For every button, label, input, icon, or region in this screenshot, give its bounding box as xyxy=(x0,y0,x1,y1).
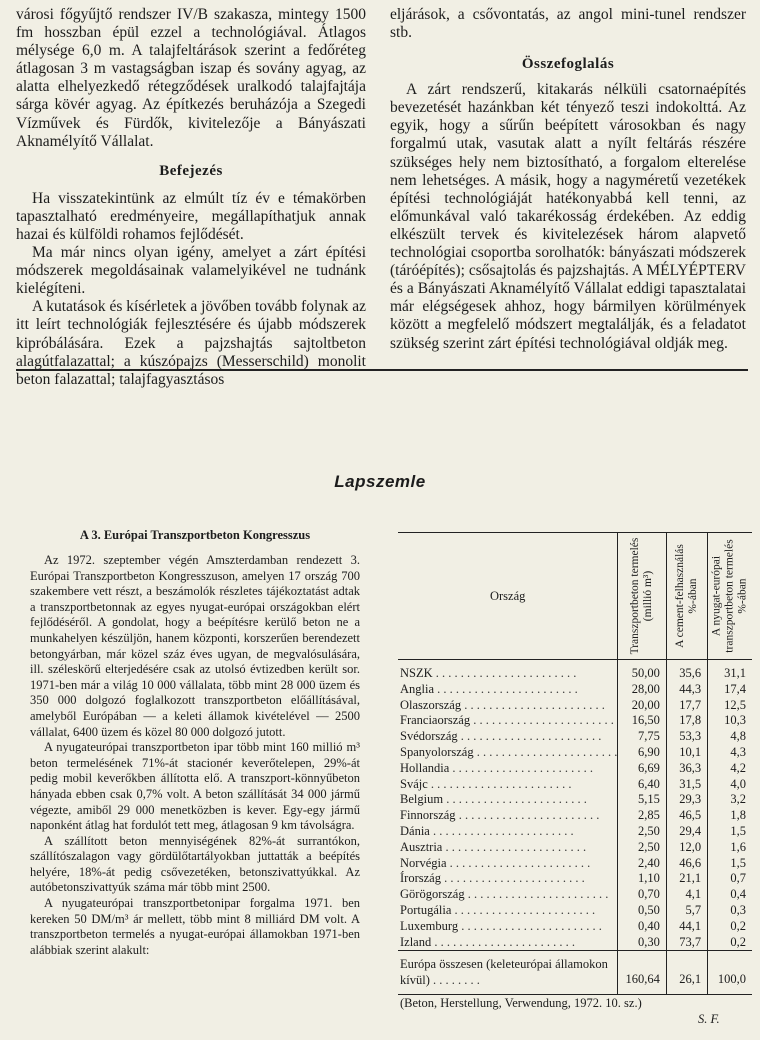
production-table xyxy=(398,532,752,995)
section-title: Lapszemle xyxy=(334,472,426,491)
header-west-share-label: A nyugat-európai transzportbeton termelés %-ában xyxy=(710,539,749,653)
table-cell-country xyxy=(398,856,618,872)
table-cell-production: 50,00 xyxy=(618,660,667,682)
table-cell-production: 20,00 xyxy=(618,698,667,714)
table-row xyxy=(398,729,752,745)
table-cell-production: 0,70 xyxy=(618,887,667,903)
table-row xyxy=(398,903,752,919)
table-cell-cement: 4,1 xyxy=(666,887,707,903)
table-cell-country xyxy=(398,871,618,887)
leader-dots: . . . . . . . . . . . . . . . . . . . . . . . xyxy=(443,792,587,807)
table-cell-cement: 31,5 xyxy=(666,777,707,793)
review-article xyxy=(30,528,360,958)
leader-dots: . . . . . . . . . . . . . . . . . . . . . . . xyxy=(429,823,574,838)
table-cell-west: 1,8 xyxy=(708,808,752,824)
conclusion-paragraph: Ma már nincs olyan igény, amelyet a zárt építési módszerek megoldásainak valamelyikével ne tudnánk kielégíteni. xyxy=(16,244,366,298)
country-name: NSZK xyxy=(400,666,433,680)
article-title: A 3. Európai Transzportbeton Kongresszus xyxy=(79,528,311,542)
table-cell-country xyxy=(398,777,618,793)
table-cell-west: 0,2 xyxy=(708,919,752,935)
country-name: Svájc xyxy=(400,776,428,791)
table-cell-production: 6,40 xyxy=(618,777,667,793)
table-cell-country xyxy=(398,887,618,903)
table-cell-west: 1,5 xyxy=(708,824,752,840)
country-name: Franciaország xyxy=(400,713,471,728)
leader-dots: . . . . . . . . . . . . . . . . . . . . . . . xyxy=(451,902,596,917)
table-cell-country xyxy=(398,824,618,840)
right-column-top xyxy=(390,6,746,353)
table-cell-west: 1,6 xyxy=(708,840,752,856)
table-cell-country xyxy=(398,713,618,729)
left-continuation-paragraph: városi főgyűjtő rendszer IV/B szakasza, mintegy 1500 fm hosszban épül ezzel a technológiával. Átlagos mélysége 6,0 m. A talajfeltárások szerint a fedőréteg átlagosan 3 m vastagságban iszap és sovány agyag, az alatta elhelyezkedő rétegződések uralkodó talajfajtája sárga kövér agyag. Az építkezés beruházója a Szegedi Vízművek és Fürdők, kivitelezője a Bányászati Aknamélyítő Vállalat. xyxy=(16,6,366,150)
table-cell-cement: 35,6 xyxy=(666,660,707,682)
table-cell-production: 7,75 xyxy=(618,729,667,745)
table-cell-country xyxy=(398,808,618,824)
header-production xyxy=(618,533,667,660)
table-cell-country xyxy=(398,919,618,935)
table-cell-west: 12,5 xyxy=(708,698,752,714)
table-row xyxy=(398,682,752,698)
table-cell-cement: 10,1 xyxy=(666,745,707,761)
table-cell-cement: 53,3 xyxy=(666,729,707,745)
table-row xyxy=(398,745,752,761)
header-country: Ország xyxy=(398,533,618,660)
table-cell-west: 10,3 xyxy=(708,713,752,729)
table-cell-production: 6,69 xyxy=(618,761,667,777)
table-cell-production: 6,90 xyxy=(618,745,667,761)
total-cement: 26,1 xyxy=(666,951,707,995)
leader-dots: . . . . . . . . . . . . . . . . . . . . . . . xyxy=(455,808,600,823)
table-cell-west: 4,3 xyxy=(708,745,752,761)
author-signature: S. F. xyxy=(698,1012,720,1026)
leader-dots: . . . . . . . . . . . . . . . . . . . . . . . xyxy=(431,934,575,949)
table-row xyxy=(398,840,752,856)
table-cell-cement: 46,6 xyxy=(666,856,707,872)
table-cell-west: 3,2 xyxy=(708,792,752,808)
table-total-row xyxy=(398,951,752,995)
country-name: Svédország xyxy=(400,729,458,744)
table-cell-cement: 44,3 xyxy=(666,682,707,698)
table-cell-west: 0,3 xyxy=(708,903,752,919)
leader-dots: . . . . . . . . . . . . . . . . . . . . . . . xyxy=(442,839,587,854)
leader-dots: . . . . . . . . . . . . . . . . . . . . . . . xyxy=(470,713,614,728)
table-row xyxy=(398,808,752,824)
source-citation: (Beton, Herstellung, Verwendung, 1972. 10. sz.) xyxy=(400,996,642,1010)
table-row xyxy=(398,935,752,951)
table-row xyxy=(398,856,752,872)
right-continuation-paragraph: eljárások, a csővontatás, az angol mini-tunel rendszer stb. xyxy=(390,6,746,42)
table-cell-production: 2,85 xyxy=(618,808,667,824)
table-cell-country xyxy=(398,729,618,745)
table-cell-west: 17,4 xyxy=(708,682,752,698)
table-cell-production: 2,40 xyxy=(618,856,667,872)
table-cell-west: 0,4 xyxy=(708,887,752,903)
leader-dots: . . . . . . . . xyxy=(432,972,480,987)
leader-dots: . . . . . . . . . . . . . . . . . . . . . . . xyxy=(427,776,572,791)
table-row xyxy=(398,761,752,777)
table-cell-country xyxy=(398,840,618,856)
table-row xyxy=(398,919,752,935)
table-cell-west: 0,2 xyxy=(708,935,752,951)
table-cell-west: 4,2 xyxy=(708,761,752,777)
table-cell-cement: 17,7 xyxy=(666,698,707,714)
table-cell-cement: 17,8 xyxy=(666,713,707,729)
table-row xyxy=(398,871,752,887)
table-cell-production: 0,40 xyxy=(618,919,667,935)
country-name: Spanyolország xyxy=(400,744,474,759)
table-row xyxy=(398,660,752,682)
country-name: Norvégia xyxy=(400,855,447,870)
conclusion-paragraph: A kutatások és kísérletek a jövőben tovább folynak az itt leírt technológiák fejlesztésére és újabb módszerek kipróbálására. Ezek a pajzshajtás sajtoltbeton alagútfalazattal; a kúszópajzs (Messerschild) monolit beton falazattal; talajfagyasztásos xyxy=(16,298,367,388)
header-cement-share xyxy=(666,533,707,660)
header-production-label: Transzportbeton termelés (millió m³) xyxy=(629,537,655,655)
table-cell-cement: 73,7 xyxy=(666,935,707,951)
table-cell-country xyxy=(398,698,618,714)
article-paragraph: A nyugateurópai transzportbetonipar forgalma 1971. ben kereken 50 DM/m³ ár mellett, több mint 8 milliárd DM volt. A transzportbeton termelés a nyugat-európai államokban 1971-ben alábbiak szerint alakult: xyxy=(30,896,360,957)
left-column-top xyxy=(16,6,366,389)
leader-dots: . . . . . . . . . . . . . . . . . . . . . . . xyxy=(449,760,594,775)
section-divider xyxy=(16,369,748,371)
header-cement-share-label: A cement-felhasználás %-ában xyxy=(674,544,699,648)
table-cell-country xyxy=(398,745,618,761)
table-cell-west: 4,8 xyxy=(708,729,752,745)
table-cell-country xyxy=(398,660,618,682)
leader-dots: . . . . . . . . . . . . . . . . . . . . . . . xyxy=(464,887,609,902)
table-cell-country xyxy=(398,761,618,777)
table-cell-country xyxy=(398,903,618,919)
country-name: Görögország xyxy=(400,887,465,902)
country-name: Ausztria xyxy=(400,839,443,854)
article-paragraph: Az 1972. szeptember végén Amszterdamban rendezett 3. Európai Transzportbeton Kongresszuson, amelyen 17 ország 700 szakembere vett részt, a beszámolók részletes tájékoztatást adtak a transzportbetonnak az egyes nyugat-európai országokban elért fejlődéséről. A gondolat, hogy a beépítésre kerülő beton ne a munkahelyen készüljön, hanem központi, korszerűen berendezett betongyárban, már közel száz éves ugyan, de megvalósulására, ill. széleskörű elterjedésére csak az utolsó évtizedben került sor. 1971-ben már a világ 10 000 vállalata, több mint 28 000 üzem és 350 000 dolgozó foglalkozott transzportbeton előállításával, amelyből Európában — a keleti államok kivételével — 2500 vállalat, 6400 üzem és közel 80 000 dolgozó jutott. xyxy=(30,553,360,739)
table-cell-west: 0,7 xyxy=(708,871,752,887)
article-paragraph: A nyugateurópai transzportbeton ipar több mint 160 millió m³ beton termelésének 71%-át stacionér keverőtelepen, 29%-át pedig mobil keverőkben állította elő. A transzport-könnyűbeton hányada ebben csak 0,7% volt. A beton szállítását 34 000 jármű végezte, amiből 29 000 menetközben is kever. Egy-egy jármű naponként átlag hat fordulót tett meg, átlagosan 9 km távolságra. xyxy=(30,740,360,833)
table-cell-country xyxy=(398,792,618,808)
leader-dots: . . . . . . . . . . . . . . . . . . . . . . . xyxy=(440,871,585,886)
table-row xyxy=(398,698,752,714)
header-west-share xyxy=(708,533,752,660)
total-west: 100,0 xyxy=(708,951,752,995)
leader-dots: . . . . . . . . . . . . . . . . . . . . . . . xyxy=(457,729,602,744)
total-production: 160,64 xyxy=(618,951,667,995)
total-country-label: Európa összesen (keleteurópai államokon kívül) xyxy=(400,957,608,987)
table-header-row xyxy=(398,533,752,660)
table-cell-country xyxy=(398,682,618,698)
table-cell-production: 0,50 xyxy=(618,903,667,919)
table-cell-production: 5,15 xyxy=(618,792,667,808)
table-cell-country xyxy=(398,935,618,951)
leader-dots: . . . . . . . . . . . . . . . . . . . . . . . xyxy=(432,666,577,680)
country-name: Finnország xyxy=(400,808,456,823)
table-cell-cement: 12,0 xyxy=(666,840,707,856)
table-cell-production: 28,00 xyxy=(618,682,667,698)
table-cell-cement: 46,5 xyxy=(666,808,707,824)
leader-dots: . . . . . . . . . . . . . . . . . . . . . . . xyxy=(461,697,605,712)
table-body xyxy=(398,660,752,951)
table-cell-west: 31,1 xyxy=(708,660,752,682)
table-row xyxy=(398,713,752,729)
table-cell-cement: 44,1 xyxy=(666,919,707,935)
total-country xyxy=(398,951,618,995)
table-cell-production: 16,50 xyxy=(618,713,667,729)
table-cell-production: 0,30 xyxy=(618,935,667,951)
summary-heading: Összefoglalás xyxy=(521,56,615,73)
country-name: Írország xyxy=(400,871,441,886)
table-cell-cement: 29,3 xyxy=(666,792,707,808)
country-name: Portugália xyxy=(400,902,452,917)
table-cell-west: 1,5 xyxy=(708,856,752,872)
table-cell-cement: 21,1 xyxy=(666,871,707,887)
table-row xyxy=(398,777,752,793)
country-name: Anglia xyxy=(400,681,435,696)
table-cell-production: 2,50 xyxy=(618,824,667,840)
table-row xyxy=(398,824,752,840)
leader-dots: . . . . . . . . . . . . . . . . . . . . . . . xyxy=(473,744,618,759)
table-row xyxy=(398,887,752,903)
country-name: Luxemburg xyxy=(400,918,459,933)
table-cell-production: 2,50 xyxy=(618,840,667,856)
table-cell-cement: 36,3 xyxy=(666,761,707,777)
leader-dots: . . . . . . . . . . . . . . . . . . . . . . . xyxy=(458,918,602,933)
country-name: Hollandia xyxy=(400,760,450,775)
table-cell-cement: 29,4 xyxy=(666,824,707,840)
table-row xyxy=(398,792,752,808)
leader-dots: . . . . . . . . . . . . . . . . . . . . . . . xyxy=(446,855,591,870)
article-paragraph: A szállított beton mennyiségének 82%-át surrantókon, szállítószalagon vagy gördülőtartályokban juttatták a beépítés helyére, 18%-át pedig csővezetéken, betonszivattyúkkal. Az autóbetonszivattyúk száma már több mint 2500. xyxy=(30,833,360,895)
summary-paragraph: A zárt rendszerű, kitakarás nélküli csatornaépítés bevezetését hazánkban két tényező teszi indokolttá. Az egyik, hogy a sűrűn beépített városokban és nagy forgalmú utak, vasutak alatt a nyílt feltárás részére szükséges hely nem biztosítható, a forgalom elterelése nem lehetséges. A másik, hogy a nagyméretű vezetékek építési technológiáját hatékonyabbá kell tenni, az előmunkával való takarékosság érdekében. Az eddig elkészült tervek és kivitelezések három alapvető technológiai csoportba sorolhatók: bányászati módszerek (táróépítés); csősajtolás és pajzshajtás. A MÉLYÉPTERV és a Bányászati Aknamélyítő Vállalat eddigi tapasztalatai már elégségesek ahhoz, hogy bármilyen körülmények között a megfelelő módszert megtalálják, és a feladatot szükség szerint zárt építési technológiával oldják meg. xyxy=(390,81,746,352)
table-cell-cement: 5,7 xyxy=(666,903,707,919)
table-cell-production: 1,10 xyxy=(618,871,667,887)
production-table-wrapper xyxy=(398,532,752,995)
country-name: Belgium xyxy=(400,792,444,807)
country-name: Olaszország xyxy=(400,697,462,712)
table-cell-west: 4,0 xyxy=(708,777,752,793)
conclusion-paragraph: Ha visszatekintünk az elmúlt tíz év e témakörben tapasztalható eredményeire, megállapíthatjuk annak hazai és külföldi rohamos fejlődését. xyxy=(16,189,366,243)
country-name: Izland xyxy=(400,934,432,949)
conclusion-heading: Befejezés xyxy=(159,162,223,179)
leader-dots: . . . . . . . . . . . . . . . . . . . . . . . xyxy=(434,681,578,696)
country-name: Dánia xyxy=(400,823,430,838)
